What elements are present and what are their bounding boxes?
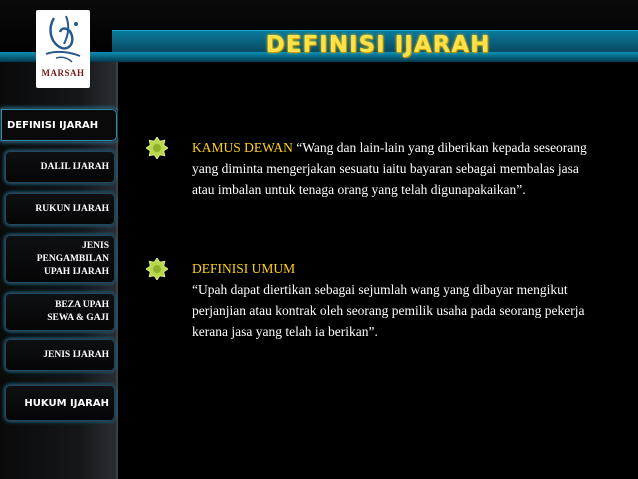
page-title: DEFINISI IJARAH <box>265 32 491 58</box>
sidebar-item-hukum-ijarah[interactable] <box>4 384 116 422</box>
sidebar-item-beza-upah[interactable] <box>4 292 116 332</box>
sidebar-item-label: HUKUM IJARAH <box>24 397 109 409</box>
logo-text: MARSAH <box>41 68 85 78</box>
definition-umum <box>192 258 602 342</box>
sidebar-item-label: RUKUN IJARAH <box>35 203 109 214</box>
logo <box>36 10 90 88</box>
sidebar-item-label: JENIS PENGAMBILAN UPAH IJARAH <box>36 240 109 277</box>
definition-kamus-dewan <box>192 137 602 200</box>
star-bullet-icon <box>146 258 168 280</box>
sidebar-item-label: DALIL IJARAH <box>40 161 109 172</box>
sidebar-item-label: DEFINISI IJARAH <box>7 119 99 131</box>
sidebar-item-label: JENIS IJARAH <box>43 349 109 360</box>
section-text: “Wang dan lain-lain yang diberikan kepada seseorang yang diminta mengerjakan sesuatu iaitu bayaran sebagai membalas jasa atau imbalan untuk tenaga orang yang telah digunapakaikan”. <box>192 140 587 197</box>
header-banner <box>0 0 638 62</box>
section-text: “Upah dapat diertikan sebagai sejumlah wang yang dibayar mengikut perjanjian atau kontrak oleh seorang pemilik usaha pada seorang pekerja kerana jasa yang telah ia berikan”. <box>192 282 585 339</box>
sidebar-item-rukun-ijarah[interactable] <box>4 192 116 226</box>
sidebar-item-label: BEZA UPAH SEWA & GAJI <box>47 300 109 323</box>
sidebar-item-dalil-ijarah[interactable] <box>4 150 116 184</box>
star-bullet-icon <box>146 137 168 159</box>
sidebar-item-jenis-pengambilan[interactable] <box>4 234 116 284</box>
section-heading: DEFINISI UMUM <box>192 261 296 276</box>
calligraphy-logo-icon <box>36 10 90 68</box>
sidebar-item-jenis-ijarah[interactable] <box>4 338 116 372</box>
section-heading: KAMUS DEWAN <box>192 140 293 155</box>
sidebar-item-definisi-ijarah[interactable] <box>0 108 118 142</box>
